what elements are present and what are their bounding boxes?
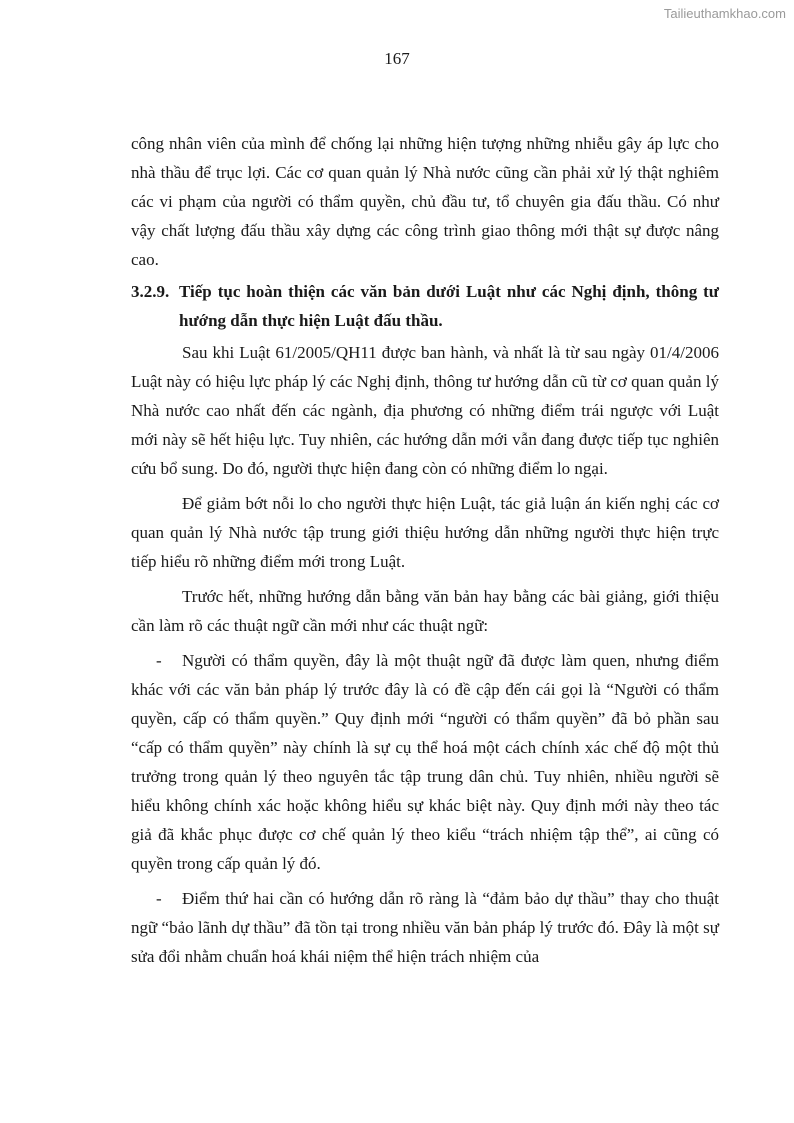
paragraph: Để giảm bớt nỗi lo cho người thực hiện Luật, tác giả luận án kiến nghị các cơ quan quản lý Nhà nước tập trung giới thiệu hướng dẫn những người thực hiện trực tiếp hiểu rõ những điểm mới trong Luật. [131, 494, 719, 571]
bullet-item [131, 884, 719, 971]
paragraph: Trước hết, những hướng dẫn bằng văn bản hay bằng các bài giảng, giới thiệu cần làm rõ các thuật ngữ cần mới như các thuật ngữ: [131, 587, 719, 635]
section-heading [131, 277, 719, 335]
bullet-item [131, 646, 719, 878]
page-number: 167 [384, 49, 410, 68]
bullet-text: Điểm thứ hai cần có hướng dẫn rõ ràng là “đảm bảo dự thầu” thay cho thuật ngữ “bảo lãnh dự thầu” đã tồn tại trong nhiều văn bản pháp lý trước đó. Đây là một sự sửa đổi nhằm chuẩn hoá khái niệm thể hiện trách nhiệm của [131, 889, 719, 966]
paragraph: Sau khi Luật 61/2005/QH11 được ban hành, và nhất là từ sau ngày 01/4/2006 Luật này có hiệu lực pháp lý các Nghị định, thông tư hướng dẫn cũ từ cơ quan quản lý Nhà nước cao nhất đến các ngành, địa phương có những điểm trái ngược với Luật mới này sẽ hết hiệu lực. Tuy nhiên, các hướng dẫn mới vẫn đang được tiếp tục nghiên cứu bổ sung. Do đó, người thực hiện đang còn có những điểm lo ngại. [131, 343, 719, 478]
document-body [131, 129, 719, 971]
bullet-dash: - [156, 651, 162, 670]
section-title: Tiếp tục hoàn thiện các văn bản dưới Luật như các Nghị định, thông tư hướng dẫn thực hiện Luật đấu thầu. [179, 282, 719, 330]
paragraph: công nhân viên của mình để chống lại những hiện tượng những nhiễu gây áp lực cho nhà thầu để trục lợi. Các cơ quan quản lý Nhà nước cũng cần phải xử lý thật nghiêm các vi phạm của người có thẩm quyền, chủ đầu tư, tổ chuyên gia đấu thầu. Có như vậy chất lượng đấu thầu xây dựng các công trình giao thông mới thật sự được nâng cao. [131, 134, 719, 269]
bullet-text: Người có thẩm quyền, đây là một thuật ngữ đã được làm quen, nhưng điểm khác với các văn bản pháp lý trước đây là có đề cập đến cái gọi là “Người có thẩm quyền, cấp có thẩm quyền.” Quy định mới “người có thẩm quyền” đã bỏ phần sau “cấp có thẩm quyền” này chính là sự cụ thể hoá một cách chính xác chế độ một thủ trưởng trong quản lý theo nguyên tắc tập trung dân chủ. Tuy nhiên, nhiều người sẽ hiểu không chính xác hoặc không hiểu sự khác biệt này. Quy định mới này theo tác giả đã khắc phục được cơ chế quản lý theo kiểu “trách nhiệm tập thể”, ai cũng có quyền trong cấp quản lý đó. [131, 651, 719, 873]
watermark: Tailieuthamkhao.com [663, 6, 786, 21]
section-number: 3.2.9. [131, 282, 170, 301]
bullet-dash: - [156, 889, 162, 908]
